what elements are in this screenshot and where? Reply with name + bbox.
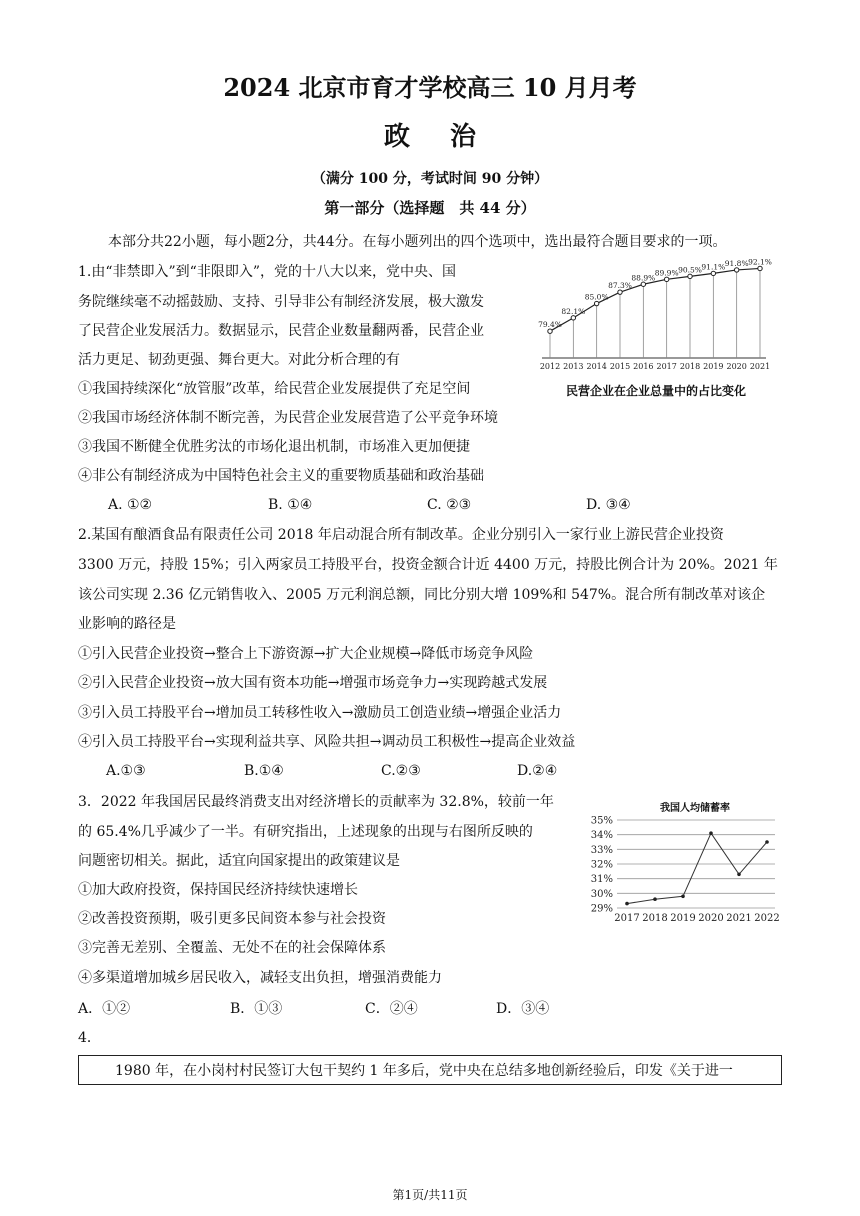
data-point [688, 274, 692, 278]
q1-item: ①我国持续深化“放管服”改革，给民营企业发展提供了充足空间 [78, 381, 471, 397]
q3-item: ④多渠道增加城乡居民收入，减轻支出负担，增强消费能力 [78, 970, 442, 986]
x-tick-label: 2020 [726, 362, 747, 371]
q2-item: ①引入民营企业投资→整合上下游资源→扩大企业规模→降低市场竞争风险 [78, 646, 534, 662]
q2-stem-line: 3300 万元，持股 15%；引入两家员工持股平台，投资金额合计近 4400 万元，持股比例合计为 20%。2021 年 [78, 557, 778, 573]
q3-item: ②改善投资预期，吸引更多民间资本参与社会投资 [78, 911, 386, 927]
page-title: 2024 北京市育才学校高三 10 月月考 [223, 73, 637, 102]
y-tick-label: 34% [590, 830, 613, 842]
data-point [709, 831, 713, 835]
x-tick-label: 2017 [614, 913, 640, 924]
x-tick-label: 2017 [656, 362, 677, 371]
q1-option-b[interactable]: B. ①④ [268, 497, 313, 513]
x-tick-label: 2019 [703, 362, 724, 371]
q1-item: ③我国不断健全优胜劣汰的市场化退出机制，市场准入更加便捷 [78, 439, 470, 455]
savings-rate-chart [585, 798, 785, 928]
q1-item: ④非公有制经济成为中国特色社会主义的重要物质基础和政治基础 [78, 468, 484, 484]
data-point [548, 329, 552, 333]
data-label: 82.1% [561, 306, 586, 316]
y-tick-label: 30% [590, 888, 613, 900]
q2-option-a[interactable]: A.①③ [106, 763, 146, 779]
q3-stem-line: 的 65.4%几乎减少了一半。有研究指出，上述现象的出现与右图所反映的 [78, 824, 533, 840]
q1-stem-line: 1.由“非禁即入”到“非限即入”，党的十八大以来，党中央、国 [78, 264, 456, 280]
y-tick-label: 33% [590, 844, 613, 856]
q3-item: ③完善无差别、全覆盖、无处不在的社会保障体系 [78, 940, 386, 956]
data-label: 88.9% [631, 273, 656, 283]
part-title: 第一部分（选择题 共 44 分） [324, 199, 536, 217]
data-point [734, 268, 738, 272]
q2-item: ③引入员工持股平台→增加员工转移性收入→激励员工创造业绩→增强企业活力 [78, 705, 562, 721]
q2-stem-line: 业影响的路径是 [78, 616, 176, 632]
data-label: 91.1% [701, 262, 726, 272]
data-label: 90.5% [678, 265, 702, 275]
exam-info: （满分 100 分，考试时间 90 分钟） [311, 171, 549, 187]
data-point [664, 277, 668, 281]
data-label: 79.4% [538, 320, 562, 330]
x-tick-label: 2018 [642, 913, 668, 924]
q2-stem-line: 2.某国有酿酒食品有限责任公司 2018 年启动混合所有制改革。企业分别引入一家行业上游民营企业投资 [78, 527, 724, 543]
data-point [765, 840, 769, 844]
instructions: 本部分共22小题，每小题2分，共44分。在每小题列出的四个选项中，选出最符合题目要求的一项。 [108, 234, 727, 250]
q2-item: ②引入民营企业投资→放大国有资本功能→增强市场竞争力→实现跨越式发展 [78, 675, 548, 691]
x-tick-label: 2012 [539, 362, 561, 371]
data-point [594, 301, 598, 305]
q3-stem-line: 问题密切相关。据此，适宜向国家提出的政策建议是 [78, 853, 400, 869]
private-enterprise-share-chart [538, 257, 772, 378]
q3-option-c[interactable]: C．②④ [365, 1001, 418, 1017]
data-point [625, 902, 629, 906]
q1-stem-line: 了民营企业发展活力。数据显示，民营企业数量翻两番，民营企业 [78, 323, 484, 339]
q3-option-b[interactable]: B．①③ [230, 1001, 283, 1017]
x-tick-label: 2016 [633, 362, 654, 371]
q1-stem-line: 务院继续毫不动摇鼓励、支持、引导非公有制经济发展，极大激发 [78, 294, 484, 310]
data-point [737, 872, 741, 876]
q3-option-d[interactable]: D．③④ [496, 1001, 550, 1017]
y-tick-label: 35% [590, 815, 613, 827]
q1-option-d[interactable]: D. ③④ [586, 497, 631, 513]
x-tick-label: 2020 [698, 913, 724, 924]
q3-option-a[interactable]: A．①② [78, 1001, 131, 1017]
x-tick-label: 2013 [563, 362, 584, 371]
page-number: 第1页/共11页 [392, 1188, 468, 1202]
y-tick-label: 31% [590, 874, 613, 886]
q1-option-c[interactable]: C. ②③ [427, 497, 472, 513]
x-tick-label: 2018 [679, 362, 701, 371]
data-point [653, 897, 657, 901]
data-point [758, 266, 762, 270]
q4-number: 4． [78, 1030, 101, 1046]
chart-title: 我国人均储蓄率 [660, 803, 730, 814]
x-tick-label: 2021 [726, 913, 752, 924]
q2-stem-line: 该公司实现 2.36 亿元销售收入、2005 万元利润总额，同比分别大增 109%和 547%。混合所有制改革对该企 [78, 587, 766, 603]
q2-option-b[interactable]: B.①④ [244, 763, 284, 779]
q2-option-c[interactable]: C.②③ [381, 763, 421, 779]
q4-material-box [78, 1055, 782, 1085]
q1-item: ②我国市场经济体制不断完善，为民营企业发展营造了公平竞争环境 [78, 410, 498, 426]
data-point [618, 290, 622, 294]
q1-chart-caption: 民营企业在企业总量中的占比变化 [566, 384, 747, 398]
subject-title: 政治 [383, 122, 516, 152]
x-tick-label: 2014 [586, 362, 607, 371]
x-tick-label: 2021 [749, 362, 771, 371]
data-point [681, 894, 685, 898]
data-label: 89.9% [654, 268, 679, 278]
data-point [711, 271, 715, 275]
data-label: 87.3% [608, 281, 632, 291]
x-tick-label: 2022 [754, 913, 780, 924]
data-label: 92.1% [748, 257, 772, 267]
data-label: 85.0% [584, 292, 609, 302]
y-tick-label: 29% [590, 903, 613, 915]
x-tick-label: 2019 [670, 913, 696, 924]
q2-option-d[interactable]: D.②④ [517, 763, 558, 779]
q1-option-a[interactable]: A. ①② [108, 497, 153, 513]
q1-stem-line: 活力更足、韧劲更强、舞台更大。对此分析合理的有 [78, 352, 400, 368]
q4-material-text: 1980 年，在小岗村村民签订大包干契约 1 年多后，党中央在总结多地创新经验后，印发《关于进一 [115, 1063, 733, 1079]
q2-item: ④引入员工持股平台→实现利益共享、风险共担→调动员工积极性→提高企业效益 [78, 734, 576, 750]
y-tick-label: 32% [590, 859, 613, 871]
x-tick-label: 2015 [609, 362, 631, 371]
q3-stem-line: 3．2022 年我国居民最终消费支出对经济增长的贡献率为 32.8%，较前一年 [78, 794, 554, 810]
data-label: 91.8% [724, 258, 749, 268]
data-point [641, 282, 645, 286]
q3-item: ①加大政府投资，保持国民经济持续快速增长 [78, 882, 358, 898]
data-point [571, 316, 575, 320]
